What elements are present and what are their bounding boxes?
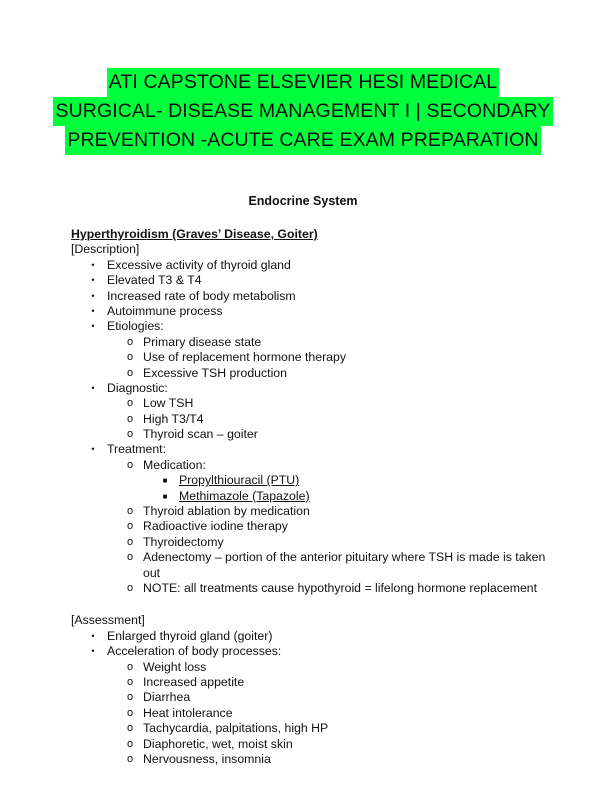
title-line: PREVENTION -ACUTE CARE EXAM PREPARATION bbox=[65, 126, 540, 155]
list-item: • Enlarged thyroid gland (goiter) bbox=[71, 629, 571, 644]
title-line: SURGICAL- DISEASE MANAGEMENT I | SECONDARY bbox=[53, 97, 552, 126]
section-heading: Endocrine System bbox=[248, 194, 358, 208]
list-item: o High T3/T4 bbox=[71, 412, 571, 427]
list-item: o Nervousness, insomnia bbox=[71, 752, 571, 767]
circle-bullet-icon: o bbox=[126, 691, 134, 704]
list-item: o NOTE: all treatments cause hypothyroid = lifelong hormone replacement bbox=[71, 581, 571, 596]
list-item: o Weight loss bbox=[71, 660, 571, 675]
list-item: o Thyroid ablation by medication bbox=[71, 504, 571, 519]
list-item: • Excessive activity of thyroid gland bbox=[71, 258, 571, 273]
circle-bullet-icon: o bbox=[126, 535, 134, 548]
bullet-icon: • bbox=[91, 321, 95, 332]
circle-bullet-icon: o bbox=[126, 366, 134, 379]
bullet-icon: • bbox=[91, 290, 95, 301]
list-item: o Diarrhea bbox=[71, 690, 571, 705]
list-item: o Diaphoretic, wet, moist skin bbox=[71, 737, 571, 752]
assessment-label: [Assessment] bbox=[71, 613, 145, 628]
list-item: ■ Methimazole (Tapazole) bbox=[71, 489, 571, 504]
list-item: o Heat intolerance bbox=[71, 706, 571, 721]
list-item: o Radioactive iodine therapy bbox=[71, 519, 571, 534]
list-item: • Treatment: bbox=[71, 442, 571, 457]
bullet-icon: • bbox=[91, 305, 95, 316]
bullet-icon: • bbox=[91, 630, 95, 641]
list-item: o Thyroidectomy bbox=[71, 535, 571, 550]
circle-bullet-icon: o bbox=[126, 458, 134, 471]
list-item: o Adenectomy – portion of the anterior pituitary where TSH is made is taken out bbox=[71, 550, 571, 581]
list-item: • Etiologies: bbox=[71, 319, 571, 334]
circle-bullet-icon: o bbox=[126, 660, 134, 673]
list-item: o Thyroid scan – goiter bbox=[71, 427, 571, 442]
list-item: o Low TSH bbox=[71, 396, 571, 411]
list-item: o Primary disease state bbox=[71, 335, 571, 350]
list-item: • Acceleration of body processes: bbox=[71, 644, 571, 659]
bullet-icon: • bbox=[91, 444, 95, 455]
circle-bullet-icon: o bbox=[126, 551, 134, 564]
list-item: • Elevated T3 & T4 bbox=[71, 273, 571, 288]
list-item: ■ Propylthiouracil (PTU) bbox=[71, 473, 571, 488]
topic-heading: Hyperthyroidism (Graves’ Disease, Goiter) bbox=[71, 227, 318, 241]
circle-bullet-icon: o bbox=[126, 675, 134, 688]
list-item: • Diagnostic: bbox=[71, 381, 571, 396]
bullet-icon: • bbox=[91, 275, 95, 286]
circle-bullet-icon: o bbox=[126, 706, 134, 719]
circle-bullet-icon: o bbox=[126, 505, 134, 518]
circle-bullet-icon: o bbox=[126, 752, 134, 765]
circle-bullet-icon: o bbox=[126, 737, 134, 750]
circle-bullet-icon: o bbox=[126, 582, 134, 595]
list-item: o Increased appetite bbox=[71, 675, 571, 690]
circle-bullet-icon: o bbox=[126, 335, 134, 348]
document-title bbox=[40, 68, 566, 155]
document-body bbox=[71, 227, 571, 767]
list-item: o Medication: bbox=[71, 458, 571, 473]
list-item: o Use of replacement hormone therapy bbox=[71, 350, 571, 365]
circle-bullet-icon: o bbox=[126, 397, 134, 410]
circle-bullet-icon: o bbox=[126, 520, 134, 533]
description-label: [Description] bbox=[71, 242, 140, 257]
circle-bullet-icon: o bbox=[126, 412, 134, 425]
list-item: • Autoimmune process bbox=[71, 304, 571, 319]
title-line: ATI CAPSTONE ELSEVIER HESI MEDICAL bbox=[107, 68, 499, 97]
list-item: • Increased rate of body metabolism bbox=[71, 289, 571, 304]
circle-bullet-icon: o bbox=[126, 428, 134, 441]
circle-bullet-icon: o bbox=[126, 351, 134, 364]
square-bullet-icon: ■ bbox=[162, 491, 168, 501]
bullet-icon: • bbox=[91, 382, 95, 393]
list-item: o Excessive TSH production bbox=[71, 366, 571, 381]
list-item: o Tachycardia, palpitations, high HP bbox=[71, 721, 571, 736]
square-bullet-icon: ■ bbox=[162, 476, 168, 486]
circle-bullet-icon: o bbox=[126, 722, 134, 735]
bullet-icon: • bbox=[91, 646, 95, 657]
bullet-icon: • bbox=[91, 259, 95, 270]
